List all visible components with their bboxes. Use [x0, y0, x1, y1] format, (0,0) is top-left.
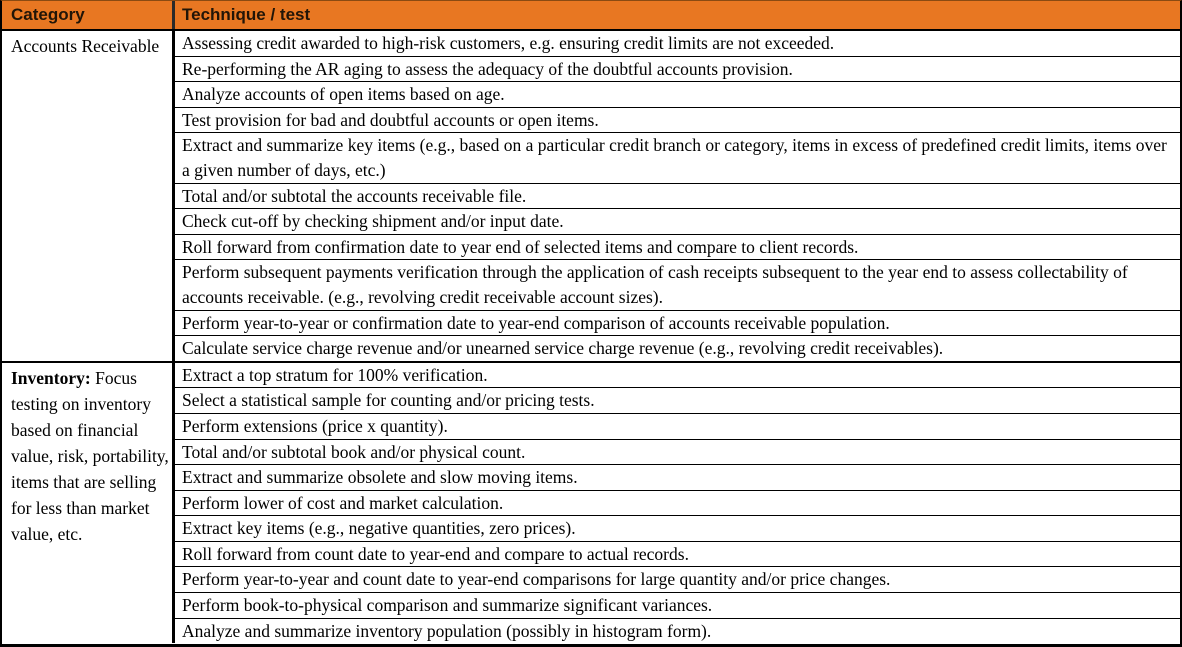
technique-row: Re-performing the AR aging to assess the adequacy of the doubtful accounts provision.: [175, 56, 1180, 82]
column-header-category: Category: [2, 1, 175, 29]
technique-row: Extract key items (e.g., negative quantities, zero prices).: [175, 515, 1180, 541]
column-header-technique: Technique / test: [182, 5, 311, 24]
technique-row: Perform lower of cost and market calculation.: [175, 490, 1180, 516]
technique-row: Perform year-to-year and count date to year-end comparisons for large quantity and/or price changes.: [175, 566, 1180, 592]
technique-row: Extract and summarize key items (e.g., based on a particular credit branch or category, items in excess of predefined credit limits, items over a given number of days, etc.): [175, 132, 1180, 182]
technique-row: Test provision for bad and doubtful accounts or open items.: [175, 107, 1180, 133]
table-header-row: [2, 1, 1180, 31]
technique-row: Assessing credit awarded to high-risk customers, e.g. ensuring credit limits are not exceeded.: [182, 33, 835, 53]
technique-row: Total and/or subtotal the accounts receivable file.: [175, 183, 1180, 209]
technique-row: Analyze and summarize inventory population (possibly in histogram form).: [175, 618, 1180, 644]
table-section: [2, 361, 1180, 644]
technique-row: Perform year-to-year or confirmation date to year-end comparison of accounts receivable population.: [175, 310, 1180, 336]
technique-row: Perform extensions (price x quantity).: [175, 413, 1180, 439]
technique-row: Total and/or subtotal book and/or physical count.: [175, 439, 1180, 465]
table-body: [2, 31, 1180, 644]
technique-row: Analyze accounts of open items based on age.: [175, 81, 1180, 107]
technique-row: Extract and summarize obsolete and slow moving items.: [175, 464, 1180, 490]
technique-row: Roll forward from confirmation date to year end of selected items and compare to client records.: [175, 234, 1180, 260]
technique-row: Perform book-to-physical comparison and summarize significant variances.: [175, 592, 1180, 618]
technique-column: [175, 363, 1180, 644]
technique-row: Check cut-off by checking shipment and/or input date.: [175, 208, 1180, 234]
technique-row: Calculate service charge revenue and/or unearned service charge revenue (e.g., revolving credit receivables).: [175, 335, 1180, 361]
technique-column: [175, 31, 1180, 361]
technique-row: Perform subsequent payments verification through the application of cash receipts subsequent to the year end to assess collectability of accounts receivable. (e.g., revolving credit receivable account sizes).: [175, 259, 1180, 309]
table-section: [2, 31, 1180, 361]
technique-row: Roll forward from count date to year-end and compare to actual records.: [175, 541, 1180, 567]
category-cell: [2, 363, 175, 644]
technique-row: Extract a top stratum for 100% verification.: [182, 364, 488, 385]
category-title: Accounts Receivable: [11, 36, 160, 56]
category-title: Inventory:: [11, 367, 91, 388]
technique-row: Select a statistical sample for counting and/or pricing tests.: [175, 387, 1180, 413]
category-description: Focus testing on inventory based on financial value, risk, portability, items that are selling for less than market value, etc.: [11, 367, 169, 544]
category-cell: [2, 31, 175, 361]
